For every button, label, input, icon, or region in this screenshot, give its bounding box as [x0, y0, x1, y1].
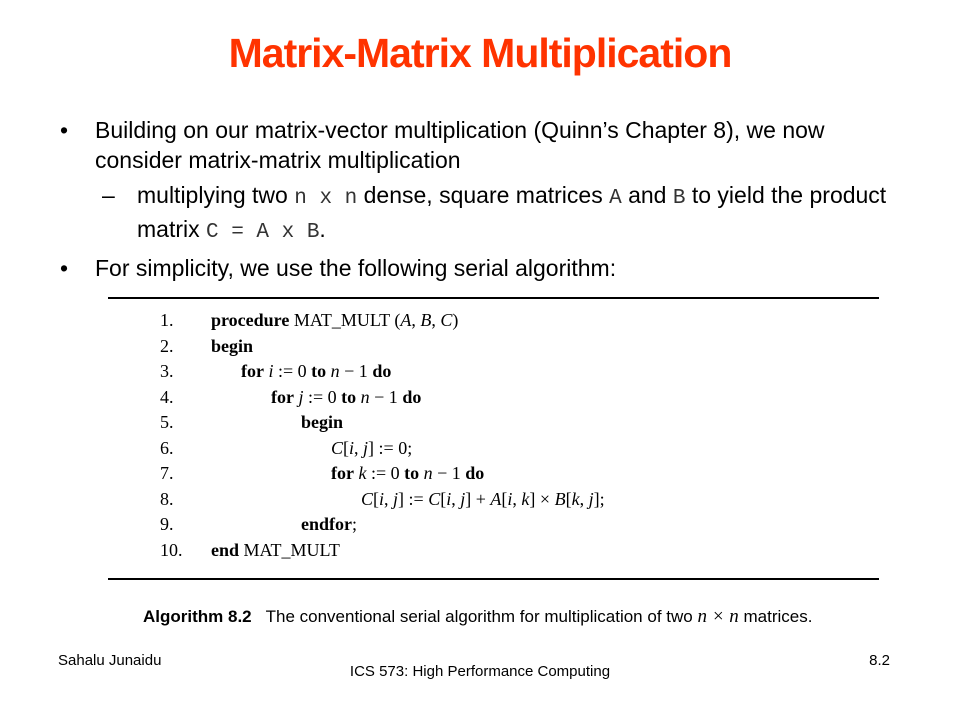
- matrix-b-code: B: [672, 187, 686, 210]
- line-number: 2.: [160, 335, 174, 356]
- footer-author: Sahalu Junaidu: [58, 652, 162, 669]
- matrix-size-code: n x n: [294, 187, 358, 210]
- sub-text-5: .: [319, 216, 326, 242]
- line-code: procedure MAT_MULT (A, B, C): [211, 310, 459, 330]
- line-number: 8.: [160, 488, 174, 509]
- footer-slide-number: 8.2: [869, 652, 890, 669]
- sub-text-1: multiplying two: [137, 182, 295, 208]
- sub-bullet-mark: –: [102, 182, 115, 208]
- product-code: C = A x B: [206, 221, 320, 244]
- line-number: 5.: [160, 412, 174, 432]
- line-number: 4.: [160, 386, 174, 407]
- line-number: 1.: [160, 310, 174, 330]
- line-number: 7.: [160, 463, 174, 483]
- footer-course: ICS 573: High Performance Computing: [349, 663, 611, 680]
- line-code: begin: [211, 335, 254, 356]
- sub-bullet-text: [137, 180, 887, 248]
- line-number: 10.: [160, 539, 183, 560]
- line-code: C[i, j] := 0;: [331, 437, 413, 458]
- line-number: 3.: [160, 361, 174, 381]
- line-code: for j := 0 to n − 1 do: [271, 386, 422, 407]
- caption-text-2: matrices.: [738, 607, 813, 626]
- line-code: begin: [301, 412, 344, 432]
- sub-text-4: to yield the product matrix: [137, 182, 887, 242]
- line-code: C[i, j] := C[i, j] + A[i, k] × B[k, j];: [361, 488, 605, 509]
- sub-text-2: dense, square matrices: [357, 182, 610, 208]
- algorithm-caption: [143, 606, 812, 628]
- line-code: endfor;: [301, 514, 358, 534]
- algorithm-top-rule: [108, 297, 879, 299]
- caption-label: Algorithm 8.2: [143, 607, 252, 626]
- matrix-a-code: A: [609, 187, 622, 210]
- line-code: for i := 0 to n − 1 do: [241, 361, 392, 381]
- line-number: 9.: [160, 514, 174, 534]
- line-code: for k := 0 to n − 1 do: [331, 463, 485, 483]
- bullet-mark: •: [60, 117, 69, 143]
- algorithm-bottom-rule: [108, 578, 879, 580]
- slide-title: Matrix-Matrix Multiplication: [228, 30, 732, 76]
- caption-math: n × n: [697, 606, 739, 627]
- bullet-mark: •: [60, 255, 69, 281]
- line-number: 6.: [160, 437, 174, 458]
- line-code: end MAT_MULT: [211, 539, 340, 560]
- caption-text-1: The conventional serial algorithm for multiplication of two: [265, 607, 698, 626]
- bullet-text: Building on our matrix-vector multiplication (Quinn’s Chapter 8), we now consider matrix-matrix multiplication: [95, 117, 825, 173]
- bullet-text: For simplicity, we use the following serial algorithm:: [95, 255, 617, 281]
- sub-text-3: and: [621, 182, 673, 208]
